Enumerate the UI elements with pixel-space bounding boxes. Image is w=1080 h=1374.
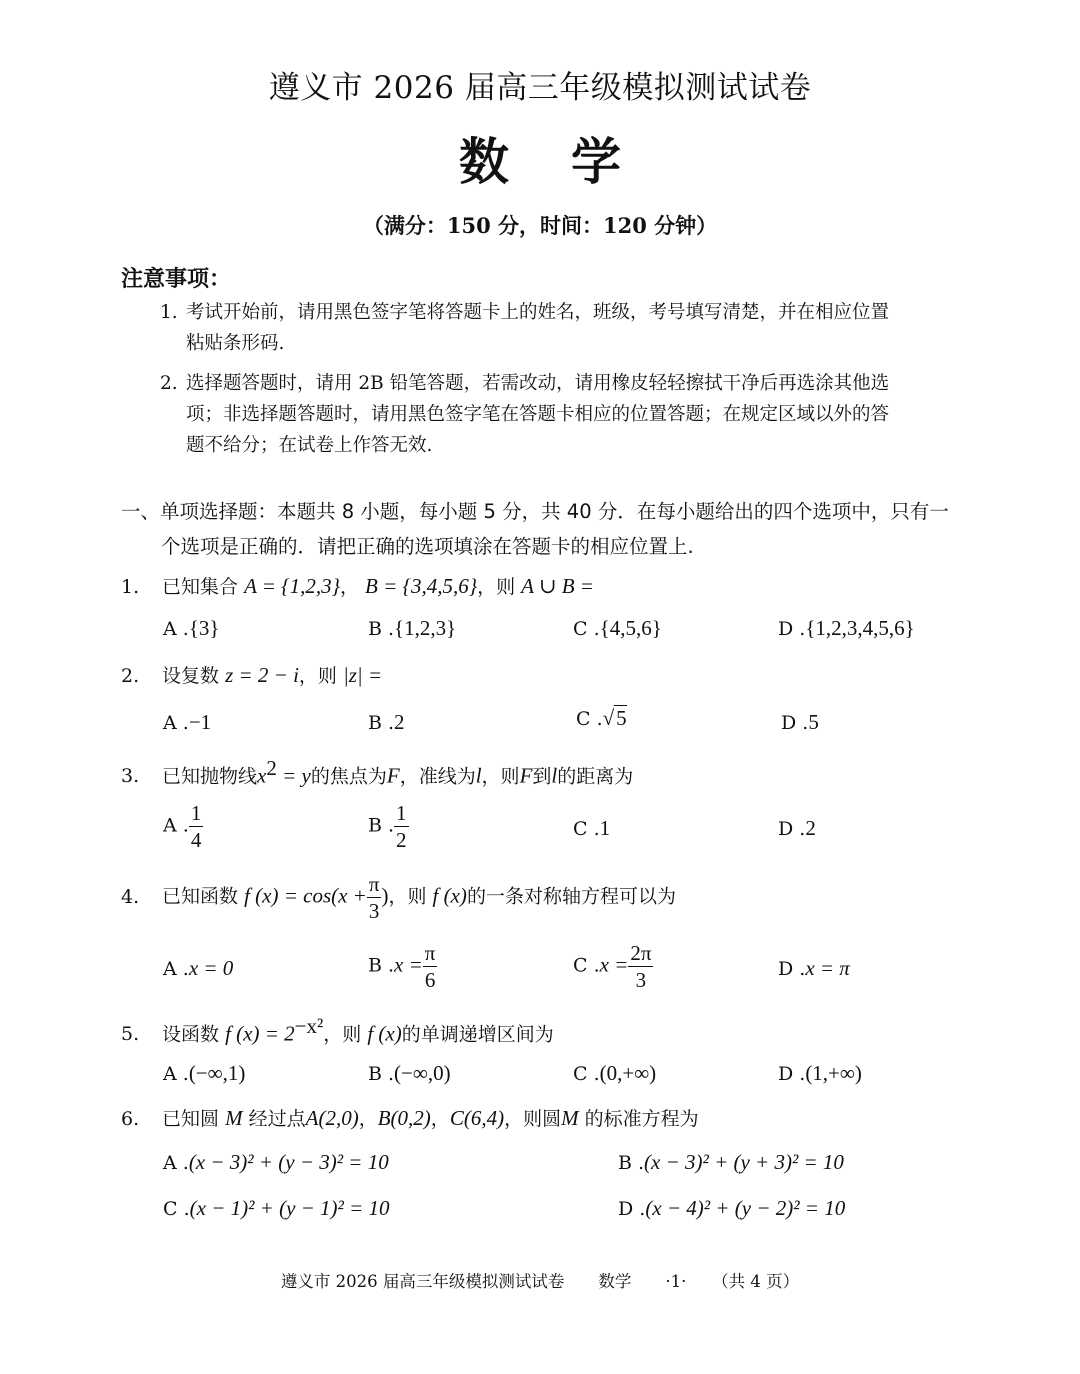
option-a[interactable] [163, 1150, 389, 1175]
question-6 [121, 1104, 699, 1131]
question-text: 的标准方程为 [584, 1108, 699, 1130]
math-expr: B(0,2) [377, 1106, 431, 1130]
math-expr: f (x) = cos(x + [244, 883, 367, 908]
question-text: ，则 [323, 1023, 362, 1046]
fraction-denominator: 3 [368, 899, 380, 923]
math-expr: M [561, 1106, 579, 1130]
question-5 [121, 1014, 554, 1046]
fraction-numerator: 1 [190, 801, 202, 825]
option-c[interactable] [573, 940, 653, 993]
math-expr: F [386, 763, 400, 788]
question-text: 的距离为 [557, 765, 634, 788]
fraction-denominator: 4 [190, 828, 202, 852]
math-exponent: −x² [294, 1014, 324, 1038]
option-value: (x − 3)² + (y + 3)² = 10 [644, 1150, 844, 1174]
option-a[interactable] [163, 616, 219, 641]
question-text: 经过点 [248, 1108, 306, 1130]
notice-item-line: 粘贴条形码. [186, 333, 285, 354]
fraction-denominator: 6 [424, 968, 436, 992]
option-label: A . [163, 814, 189, 837]
option-label: A . [163, 1152, 189, 1174]
fraction-numerator: 1 [396, 801, 407, 825]
option-b[interactable] [368, 800, 409, 853]
math-expr: f (x) [367, 1021, 402, 1046]
question-number: 5. [121, 1023, 140, 1046]
notice-item-line: 考试开始前，请用黑色签字笔将答题卡上的姓名，班级，考号填写清楚，并在相应位置 [186, 302, 890, 323]
option-label: D . [778, 618, 806, 640]
question-text: 已知抛物线 [162, 765, 258, 788]
question-text: 已知圆 [162, 1108, 220, 1130]
question-number: 3. [121, 765, 140, 788]
option-label: B . [368, 954, 395, 977]
notice-item-line: 题不给分；在试卷上作答无效. [186, 435, 433, 456]
option-value: (x − 4)² + (y − 2)² = 10 [645, 1196, 846, 1220]
option-d[interactable] [778, 816, 816, 841]
math-expr: f (x) [432, 883, 467, 908]
question-text: 到 [532, 765, 552, 788]
notice-item-1 [160, 297, 962, 359]
option-value: x = π [805, 956, 850, 980]
math-expr: x [257, 763, 267, 788]
option-value: {1,2,3,4,5,6} [805, 616, 915, 640]
question-text: ，则圆 [504, 1108, 562, 1130]
option-label: B . [368, 712, 395, 734]
option-a[interactable] [163, 956, 233, 981]
question-text: ， [339, 576, 359, 598]
notice-heading: 注意事项： [121, 267, 232, 292]
question-4 [121, 871, 676, 924]
option-b[interactable] [368, 710, 405, 735]
option-a[interactable] [163, 710, 211, 735]
notice-item-number: 1. [160, 302, 178, 323]
math-expr: ) [381, 883, 389, 908]
option-c[interactable] [573, 816, 610, 841]
fraction-numerator: π [368, 872, 380, 896]
fraction-denominator: 3 [635, 968, 647, 992]
option-value: (1,+∞) [805, 1061, 862, 1085]
score-time-line: （满分：150 分，时间：120 分钟） [362, 213, 718, 238]
question-number: 2. [121, 665, 140, 687]
option-b[interactable] [618, 1150, 844, 1175]
notice-item-line: 选择题答题时，请用 2B 铅笔答题，若需改动，请用橡皮轻轻擦拭干净后再选涂其他选 [186, 373, 890, 394]
option-a[interactable] [163, 1061, 245, 1086]
option-label: D . [778, 1063, 806, 1085]
option-label: C . [573, 618, 600, 640]
question-text: 设函数 [162, 1023, 220, 1046]
option-value: {4,5,6} [599, 616, 662, 640]
math-expr: M [225, 1106, 243, 1130]
option-a[interactable] [163, 800, 203, 853]
option-label: A . [163, 618, 189, 640]
footer-total-pages: （共 4 页） [720, 1272, 800, 1291]
option-d[interactable] [778, 616, 915, 641]
option-value: x = [394, 952, 423, 977]
question-1 [121, 572, 594, 599]
section-heading-line: 一、单项选择题：本题共 8 小题，每小题 5 分，共 40 分．在每小题给出的四个选项中，只有一 [121, 500, 949, 523]
question-text: ，则 [481, 765, 520, 788]
notice-item-2 [160, 368, 962, 461]
option-d[interactable] [778, 956, 850, 981]
section-heading-line: 个选项是正确的．请把正确的选项填涂在答题卡的相应位置上. [161, 535, 694, 558]
subject-char-1: 数 [459, 133, 509, 191]
question-text: ，则 [388, 885, 427, 908]
fraction [423, 940, 438, 993]
exam-title: 遵义市 2026 届高三年级模拟测试试卷 [268, 70, 812, 106]
math-expr: B = {3,4,5,6} [365, 574, 478, 598]
option-label: C . [163, 1198, 190, 1220]
option-label: C . [573, 818, 600, 840]
question-text: ，则 [298, 665, 337, 687]
fraction-numerator: 2π [630, 941, 652, 965]
section-heading [121, 494, 966, 564]
math-exponent: 2 [266, 756, 277, 780]
math-expr: C(6,4) [449, 1106, 505, 1130]
option-label: D . [781, 712, 809, 734]
option-b[interactable] [368, 1061, 451, 1086]
question-3 [121, 756, 633, 788]
question-number: 4. [121, 885, 140, 908]
question-text: ，则 [477, 576, 516, 598]
option-value: {1,2,3} [394, 616, 457, 640]
option-value: (x − 3)² + (y − 3)² = 10 [188, 1150, 389, 1174]
option-value: 1 [599, 816, 611, 840]
option-value: x = [599, 952, 629, 977]
fraction [394, 800, 409, 853]
sqrt-sign: √ [602, 706, 615, 730]
option-label: B . [368, 618, 395, 640]
question-text: 已知集合 [162, 576, 239, 598]
subject-char-2: 学 [571, 133, 621, 191]
option-value: {3} [188, 616, 220, 640]
option-value: (x − 1)² + (y − 1)² = 10 [189, 1196, 390, 1220]
notice-item-line: 项；非选择题答题时，请用黑色签字笔在答题卡相应的位置答题；在规定区域以外的答 [186, 404, 890, 425]
fraction [628, 940, 653, 993]
option-d[interactable] [781, 710, 819, 735]
footer-subject: 数学 [598, 1272, 632, 1291]
option-b[interactable] [368, 616, 456, 641]
option-c[interactable] [573, 616, 662, 641]
question-text: ， [430, 1108, 450, 1130]
fraction-denominator: 2 [396, 828, 407, 852]
math-expr: f (x) = 2 [225, 1021, 295, 1046]
question-number: 1. [121, 576, 140, 598]
subject-title [0, 122, 1080, 194]
fraction [189, 800, 204, 853]
option-value: −1 [188, 710, 212, 734]
math-expr: F [519, 763, 533, 788]
option-label: A . [163, 1063, 189, 1085]
option-value: 2 [394, 710, 405, 734]
option-label: B . [368, 814, 395, 837]
math-expr: |z| = [342, 663, 383, 687]
question-number: 6. [121, 1108, 140, 1130]
math-expr: A = {1,2,3} [244, 574, 340, 598]
footer-page-number: ·1· [665, 1272, 687, 1291]
option-label: D . [778, 958, 806, 980]
question-text: 设复数 [162, 665, 220, 687]
option-value: x = 0 [188, 956, 234, 980]
question-2 [121, 661, 382, 688]
option-value: 5 [808, 710, 819, 734]
option-label: D . [618, 1198, 646, 1220]
question-text: 的单调递增区间为 [401, 1023, 554, 1046]
notice-item-number: 2. [160, 373, 178, 394]
option-value: (0,+∞) [599, 1061, 657, 1085]
fraction-numerator: π [424, 941, 436, 965]
option-c[interactable] [576, 706, 627, 731]
option-value: 5 [616, 706, 627, 730]
math-expr: l [475, 763, 482, 788]
math-expr: l [551, 763, 558, 788]
footer-title: 遵义市 2026 届高三年级模拟测试试卷 [280, 1272, 565, 1291]
math-expr: A ∪ B = [521, 574, 594, 598]
option-d[interactable] [778, 1061, 862, 1086]
math-expr: = y [276, 763, 311, 788]
option-c[interactable] [573, 1061, 656, 1086]
option-b[interactable] [368, 940, 437, 993]
option-label: D . [778, 818, 806, 840]
question-text: 的焦点为 [310, 765, 387, 788]
option-c[interactable] [163, 1196, 390, 1221]
option-value: 2 [805, 816, 816, 840]
question-text: ，准线为 [399, 765, 476, 788]
option-value: (−∞,0) [394, 1061, 451, 1085]
option-label: B . [618, 1152, 645, 1174]
option-label: C . [573, 954, 600, 977]
option-label: C . [573, 1063, 600, 1085]
fraction [367, 871, 382, 924]
page-footer [0, 1268, 1080, 1292]
question-text: 已知函数 [162, 885, 239, 908]
option-value: (−∞,1) [188, 1061, 246, 1085]
option-label: C . [576, 708, 603, 730]
question-text: 的一条对称轴方程可以为 [466, 885, 676, 908]
option-label: B . [368, 1063, 395, 1085]
math-expr: z = 2 − i [225, 663, 299, 687]
option-d[interactable] [618, 1196, 845, 1221]
option-label: A . [163, 712, 189, 734]
question-text: ， [358, 1108, 378, 1130]
math-expr: A(2,0) [305, 1106, 359, 1130]
option-label: A . [163, 958, 189, 980]
